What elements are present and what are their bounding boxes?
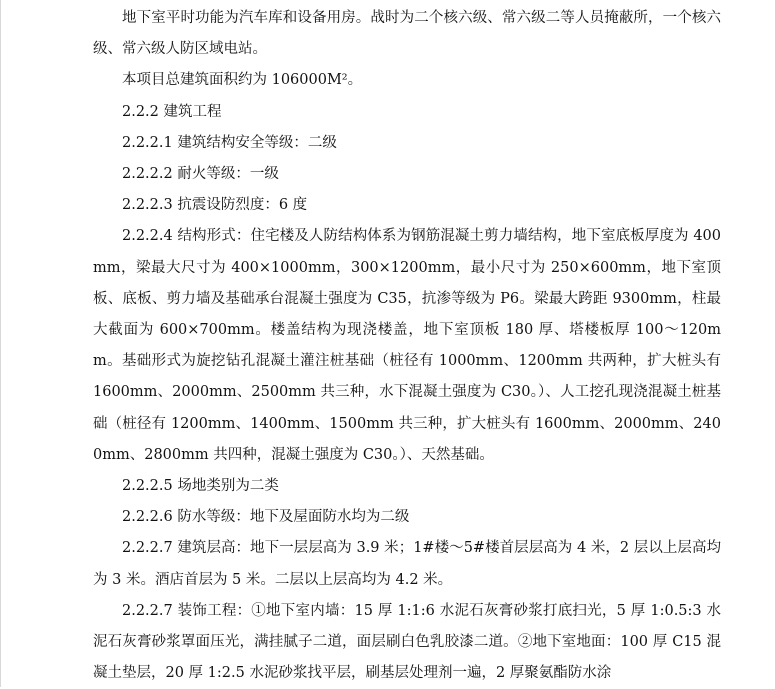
paragraph-basement-function: 地下室平时功能为汽车库和设备用房。战时为二个核六级、常六级二等人员掩蔽所，一个核六级、常六级人防区域电站。 (93, 10, 721, 58)
item-2-2-2-7-floor-height: 2.2.2.7 建筑层高：地下一层层高为 3.9 米；1#楼～5#楼首层层高为 4 米，2 层以上层高均为 3 米。酒店首层为 5 米。二层以上层高均为 4.2 米。 (93, 540, 721, 588)
heading-2-2-2: 2.2.2 建筑工程 (122, 103, 222, 120)
item-2-2-2-5: 2.2.2.5 场地类别为二类 (122, 478, 279, 495)
item-2-2-2-3: 2.2.2.3 抗震设防烈度：6 度 (122, 197, 308, 214)
item-2-2-2-2: 2.2.2.2 耐火等级：一级 (122, 166, 279, 183)
item-2-2-2-7-decoration: 2.2.2.7 装饰工程：①地下室内墙：15 厚 1:1:6 水泥石灰膏砂浆打底扫光，5 厚 1:0.5:3 水泥石灰膏砂浆罩面压光，满挂腻子二道，面层刷白色乳胶漆二道。②地下室地面：100 厚 C15 混凝土垫层，20 厚 1:2.5 水泥砂浆找平层，刷基层处理剂一遍，2 厚聚氨酯防水涂 (93, 602, 721, 682)
document-body (93, 3, 721, 689)
item-2-2-2-4: 2.2.2.4 结构形式：住宅楼及人防结构体系为钢筋混凝土剪力墙结构，地下室底板厚度为 400mm，梁最大尺寸为 400×1000mm，300×1200mm，最小尺寸为 250×600mm，地下室顶板、底板、剪力墙及基础承台混凝土强度为 C35，抗渗等级为 P6。梁最大跨距 9300mm，柱最大截面为 600×700mm。楼盖结构为现浇楼盖，地下室顶板 180 厚、塔楼板厚 100～120mm。基础形式为旋挖钻孔混凝土灌注桩基础（桩径有 1000mm、1200mm 共两种，扩大桩头有 1600mm、2000mm、2500mm 共三种，水下混凝土强度为 C30。）、人工挖孔现浇混凝土桩基础（桩径有 1200mm、1400mm、1500mm 共三种，扩大桩头有 1600mm、2000mm、2400mm、2800mm 共四种，混凝土强度为 C30。）、天然基础。 (93, 228, 721, 463)
paragraph-total-area: 本项目总建筑面积约为 106000M²。 (122, 72, 363, 89)
item-2-2-2-1: 2.2.2.1 建筑结构安全等级：二级 (122, 134, 337, 151)
item-2-2-2-6: 2.2.2.6 防水等级：地下及屋面防水均为二级 (122, 509, 410, 526)
